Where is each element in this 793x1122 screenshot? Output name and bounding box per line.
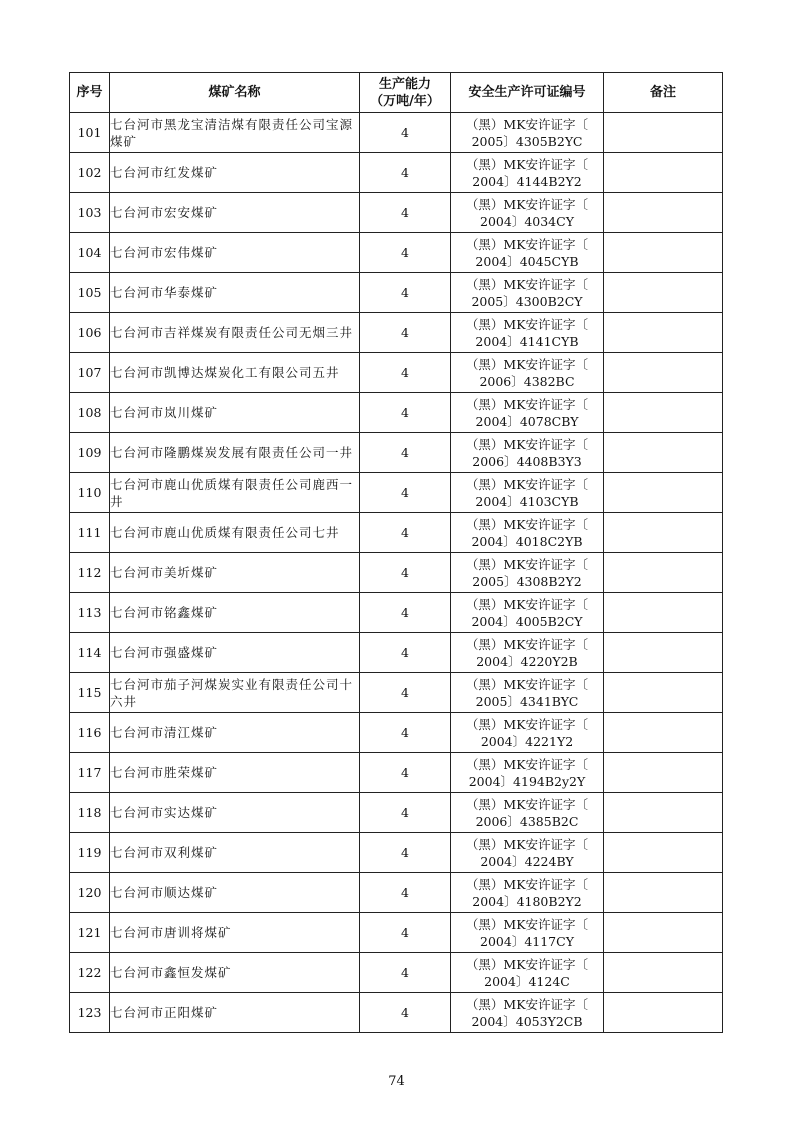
cell-mine-name: 七台河市双利煤矿: [110, 833, 360, 873]
table-header-row: [70, 73, 723, 113]
cell-license-number: [451, 353, 604, 393]
cell-capacity: 4: [360, 553, 451, 593]
cell-license-number: [451, 233, 604, 273]
table-row: [70, 553, 723, 593]
license-line-1: （黑）MK安许证字〔: [465, 956, 589, 972]
cell-note: [604, 633, 723, 673]
table-row: [70, 713, 723, 753]
cell-license-number: [451, 953, 604, 993]
cell-capacity: 4: [360, 913, 451, 953]
license-line-1: （黑）MK安许证字〔: [465, 316, 589, 332]
license-line-2: 2004〕4103CYB: [475, 493, 579, 509]
license-line-1: （黑）MK安许证字〔: [465, 556, 589, 572]
license-line-2: 2004〕4180B2Y2: [472, 893, 582, 909]
cell-capacity: 4: [360, 473, 451, 513]
cell-capacity: 4: [360, 433, 451, 473]
license-line-2: 2004〕4221Y2: [480, 733, 574, 749]
cell-note: [604, 553, 723, 593]
cell-mine-name: 七台河市凯博达煤炭化工有限公司五井: [110, 353, 360, 393]
cell-mine-name: 七台河市美圻煤矿: [110, 553, 360, 593]
cell-serial-number: 118: [70, 793, 110, 833]
cell-note: [604, 873, 723, 913]
cell-mine-name: 七台河市清江煤矿: [110, 713, 360, 753]
cell-license-number: [451, 993, 604, 1033]
header-note: 备注: [604, 73, 723, 113]
cell-mine-name: 七台河市铭鑫煤矿: [110, 593, 360, 633]
license-line-1: （黑）MK安许证字〔: [465, 796, 589, 812]
license-line-1: （黑）MK安许证字〔: [465, 156, 589, 172]
cell-note: [604, 753, 723, 793]
cell-note: [604, 673, 723, 713]
table-body: [70, 113, 723, 1033]
cell-serial-number: 114: [70, 633, 110, 673]
license-line-2: 2004〕4141CYB: [475, 333, 579, 349]
table-row: [70, 153, 723, 193]
license-line-2: 2006〕4385B2C: [475, 813, 579, 829]
cell-serial-number: 113: [70, 593, 110, 633]
cell-mine-name: 七台河市吉祥煤炭有限责任公司无烟三井: [110, 313, 360, 353]
cell-license-number: [451, 833, 604, 873]
table-row: [70, 193, 723, 233]
table-row: [70, 793, 723, 833]
cell-serial-number: 103: [70, 193, 110, 233]
cell-license-number: [451, 153, 604, 193]
table-row: [70, 433, 723, 473]
table-row: [70, 313, 723, 353]
license-line-1: （黑）MK安许证字〔: [465, 356, 589, 372]
cell-license-number: [451, 193, 604, 233]
table-row: [70, 833, 723, 873]
cell-mine-name: 七台河市黑龙宝清洁煤有限责任公司宝源煤矿: [110, 113, 360, 153]
cell-note: [604, 993, 723, 1033]
table-row: [70, 273, 723, 313]
cell-note: [604, 473, 723, 513]
license-line-1: （黑）MK安许证字〔: [465, 996, 589, 1012]
cell-capacity: 4: [360, 313, 451, 353]
table-row: [70, 513, 723, 553]
header-license-number: 安全生产许可证编号: [451, 73, 604, 113]
cell-note: [604, 233, 723, 273]
cell-license-number: [451, 673, 604, 713]
table-row: [70, 593, 723, 633]
cell-mine-name: 七台河市鑫恒发煤矿: [110, 953, 360, 993]
table-row: [70, 473, 723, 513]
license-line-1: （黑）MK安许证字〔: [465, 196, 589, 212]
cell-note: [604, 953, 723, 993]
license-line-2: 2004〕4224BY: [480, 853, 574, 869]
cell-mine-name: 七台河市隆鹏煤炭发展有限责任公司一井: [110, 433, 360, 473]
cell-mine-name: 七台河市顺达煤矿: [110, 873, 360, 913]
cell-mine-name: 七台河市岚川煤矿: [110, 393, 360, 433]
cell-serial-number: 115: [70, 673, 110, 713]
cell-capacity: 4: [360, 593, 451, 633]
header-capacity-line1: 生产能力: [378, 76, 431, 92]
cell-capacity: 4: [360, 113, 451, 153]
table-row: [70, 873, 723, 913]
cell-capacity: 4: [360, 713, 451, 753]
cell-capacity: 4: [360, 793, 451, 833]
table-row: [70, 113, 723, 153]
cell-license-number: [451, 873, 604, 913]
cell-serial-number: 121: [70, 913, 110, 953]
cell-license-number: [451, 513, 604, 553]
cell-note: [604, 353, 723, 393]
license-line-1: （黑）MK安许证字〔: [465, 236, 589, 252]
cell-note: [604, 153, 723, 193]
cell-capacity: 4: [360, 393, 451, 433]
license-line-2: 2004〕4053Y2CB: [471, 1013, 583, 1029]
cell-license-number: [451, 753, 604, 793]
cell-capacity: 4: [360, 833, 451, 873]
cell-capacity: 4: [360, 153, 451, 193]
cell-capacity: 4: [360, 993, 451, 1033]
cell-capacity: 4: [360, 353, 451, 393]
license-line-2: 2004〕4117CY: [480, 933, 574, 949]
cell-note: [604, 913, 723, 953]
cell-mine-name: 七台河市正阳煤矿: [110, 993, 360, 1033]
cell-mine-name: 七台河市胜荣煤矿: [110, 753, 360, 793]
cell-serial-number: 120: [70, 873, 110, 913]
license-line-2: 2004〕4078CBY: [475, 413, 579, 429]
cell-capacity: 4: [360, 633, 451, 673]
license-line-2: 2004〕4018C2YB: [471, 533, 583, 549]
license-line-2: 2004〕4144B2Y2: [472, 173, 582, 189]
cell-license-number: [451, 113, 604, 153]
license-line-2: 2004〕4005B2CY: [471, 613, 583, 629]
cell-note: [604, 273, 723, 313]
cell-license-number: [451, 593, 604, 633]
cell-capacity: 4: [360, 873, 451, 913]
cell-note: [604, 113, 723, 153]
cell-note: [604, 513, 723, 553]
cell-license-number: [451, 433, 604, 473]
cell-mine-name: 七台河市鹿山优质煤有限责任公司七井: [110, 513, 360, 553]
cell-serial-number: 110: [70, 473, 110, 513]
license-line-1: （黑）MK安许证字〔: [465, 916, 589, 932]
cell-note: [604, 193, 723, 233]
license-line-1: （黑）MK安许证字〔: [465, 836, 589, 852]
cell-serial-number: 122: [70, 953, 110, 993]
license-line-1: （黑）MK安许证字〔: [465, 676, 589, 692]
license-line-1: （黑）MK安许证字〔: [465, 276, 589, 292]
license-line-2: 2004〕4220Y2B: [476, 653, 578, 669]
cell-mine-name: 七台河市宏安煤矿: [110, 193, 360, 233]
cell-license-number: [451, 273, 604, 313]
cell-license-number: [451, 313, 604, 353]
table-row: [70, 753, 723, 793]
cell-license-number: [451, 633, 604, 673]
license-line-2: 2005〕4341BYC: [475, 693, 579, 709]
cell-license-number: [451, 393, 604, 433]
cell-serial-number: 123: [70, 993, 110, 1033]
table-row: [70, 993, 723, 1033]
license-line-2: 2006〕4408B3Y3: [472, 453, 582, 469]
cell-serial-number: 108: [70, 393, 110, 433]
license-line-2: 2004〕4124C: [484, 973, 570, 989]
cell-capacity: 4: [360, 753, 451, 793]
license-line-1: （黑）MK安许证字〔: [465, 396, 589, 412]
cell-license-number: [451, 473, 604, 513]
cell-capacity: 4: [360, 273, 451, 313]
license-line-2: 2004〕4034CY: [480, 213, 574, 229]
cell-mine-name: 七台河市红发煤矿: [110, 153, 360, 193]
cell-license-number: [451, 913, 604, 953]
cell-serial-number: 111: [70, 513, 110, 553]
cell-license-number: [451, 553, 604, 593]
cell-mine-name: 七台河市宏伟煤矿: [110, 233, 360, 273]
table-row: [70, 393, 723, 433]
cell-serial-number: 109: [70, 433, 110, 473]
license-line-1: （黑）MK安许证字〔: [465, 716, 589, 732]
cell-capacity: 4: [360, 233, 451, 273]
table-row: [70, 633, 723, 673]
cell-license-number: [451, 793, 604, 833]
license-line-1: （黑）MK安许证字〔: [465, 756, 589, 772]
cell-serial-number: 116: [70, 713, 110, 753]
cell-serial-number: 101: [70, 113, 110, 153]
license-line-1: （黑）MK安许证字〔: [465, 476, 589, 492]
cell-mine-name: 七台河市华泰煤矿: [110, 273, 360, 313]
cell-serial-number: 102: [70, 153, 110, 193]
cell-mine-name: 七台河市鹿山优质煤有限责任公司鹿西一井: [110, 473, 360, 513]
cell-serial-number: 107: [70, 353, 110, 393]
header-capacity: [360, 73, 451, 113]
license-line-1: （黑）MK安许证字〔: [465, 516, 589, 532]
header-capacity-line2: （万吨/年）: [370, 93, 440, 109]
cell-serial-number: 106: [70, 313, 110, 353]
license-line-1: （黑）MK安许证字〔: [465, 116, 589, 132]
header-serial-number: 序号: [70, 73, 110, 113]
license-line-1: （黑）MK安许证字〔: [465, 636, 589, 652]
license-line-1: （黑）MK安许证字〔: [465, 596, 589, 612]
table-row: [70, 953, 723, 993]
license-line-2: 2005〕4308B2Y2: [472, 573, 582, 589]
cell-mine-name: 七台河市强盛煤矿: [110, 633, 360, 673]
cell-serial-number: 105: [70, 273, 110, 313]
cell-capacity: 4: [360, 513, 451, 553]
license-line-2: 2004〕4194B2y2Y: [468, 773, 586, 789]
cell-license-number: [451, 713, 604, 753]
license-line-1: （黑）MK安许证字〔: [465, 876, 589, 892]
cell-mine-name: 七台河市实达煤矿: [110, 793, 360, 833]
table-row: [70, 353, 723, 393]
cell-note: [604, 793, 723, 833]
cell-mine-name: 七台河市茄子河煤炭实业有限责任公司十六井: [110, 673, 360, 713]
table-row: [70, 673, 723, 713]
page-number: 74: [388, 1074, 405, 1089]
cell-serial-number: 112: [70, 553, 110, 593]
cell-serial-number: 117: [70, 753, 110, 793]
license-line-1: （黑）MK安许证字〔: [465, 436, 589, 452]
table-row: [70, 233, 723, 273]
cell-capacity: 4: [360, 673, 451, 713]
cell-note: [604, 313, 723, 353]
license-line-2: 2006〕4382BC: [479, 373, 575, 389]
cell-note: [604, 393, 723, 433]
cell-capacity: 4: [360, 953, 451, 993]
cell-note: [604, 593, 723, 633]
license-line-2: 2005〕4300B2CY: [471, 293, 583, 309]
cell-note: [604, 713, 723, 753]
cell-note: [604, 833, 723, 873]
cell-serial-number: 104: [70, 233, 110, 273]
header-mine-name: 煤矿名称: [110, 73, 360, 113]
coal-mine-table: [69, 72, 723, 1033]
cell-note: [604, 433, 723, 473]
cell-capacity: 4: [360, 193, 451, 233]
cell-serial-number: 119: [70, 833, 110, 873]
license-line-2: 2005〕4305B2YC: [471, 133, 583, 149]
cell-mine-name: 七台河市唐训将煤矿: [110, 913, 360, 953]
table-row: [70, 913, 723, 953]
license-line-2: 2004〕4045CYB: [475, 253, 579, 269]
